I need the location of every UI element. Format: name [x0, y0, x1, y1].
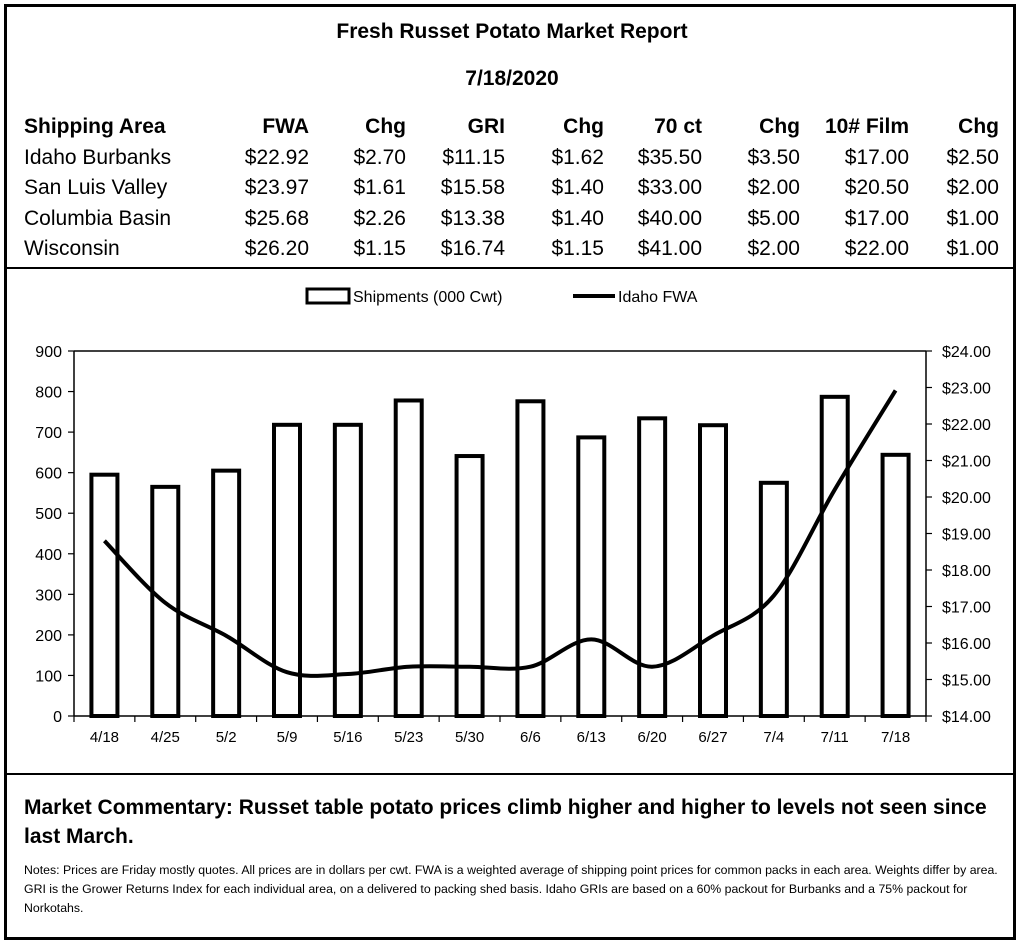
- shipment-bar: [213, 471, 239, 716]
- table-cell: San Luis Valley: [24, 176, 168, 199]
- shipment-bar: [700, 425, 726, 716]
- table-cell: $2.26: [353, 206, 406, 230]
- report-title: Fresh Russet Potato Market Report: [336, 20, 688, 43]
- table-cell: $2.00: [946, 176, 999, 199]
- table-cell: $33.00: [637, 176, 702, 199]
- x-tick-label: 7/4: [763, 729, 785, 746]
- table-cell: $3.50: [747, 145, 800, 169]
- table-cell: $1.15: [551, 237, 604, 260]
- right-tick-label: $23.00: [942, 380, 991, 398]
- x-tick-label: 5/2: [215, 729, 237, 746]
- shipment-bar: [578, 437, 604, 716]
- left-tick-label: 600: [35, 465, 62, 483]
- right-tick-label: $17.00: [942, 599, 991, 617]
- table-cell: $2.70: [353, 145, 406, 169]
- shipments-fwa-chart: [7, 269, 1010, 773]
- right-tick-label: $21.00: [942, 453, 991, 471]
- x-tick-label: 4/25: [150, 729, 180, 746]
- right-tick-label: $24.00: [942, 344, 991, 361]
- table-cell: $17.00: [844, 145, 909, 169]
- x-tick-label: 5/30: [454, 729, 485, 746]
- left-tick-label: 800: [35, 384, 62, 402]
- table-cell: $40.00: [637, 206, 702, 230]
- notes: Notes: Prices are Friday mostly quotes. All prices are in dollars per cwt. FWA is a weighted average of shipping point prices for common packs in each area. Weights differ by area. GRI is the Grower Returns Index for each individual area, on a delivered to packing shed basis. Idaho GRIs are based on a 60% packout for Burbanks and a 75% packout for Norkotahs.: [24, 863, 998, 915]
- table-cell: $20.50: [844, 176, 909, 199]
- table-cell: $17.00: [844, 206, 909, 230]
- x-tick-label: 6/27: [698, 729, 728, 746]
- table-cell: $26.20: [244, 237, 309, 260]
- right-tick-label: $14.00: [942, 709, 991, 726]
- table-row: [24, 176, 1004, 207]
- chart-container: [7, 267, 1014, 775]
- x-tick-label: 7/18: [880, 729, 911, 746]
- shipment-bar: [822, 397, 848, 716]
- right-tick-label: $15.00: [942, 672, 991, 690]
- price-table: [24, 115, 1004, 268]
- table-cell: $2.50: [946, 145, 999, 169]
- x-tick-label: 6/6: [519, 729, 541, 746]
- table-cell: $16.74: [440, 237, 505, 260]
- legend-label-fwa: Idaho FWA: [618, 289, 698, 306]
- left-tick-label: 900: [35, 344, 62, 361]
- table-cell: $5.00: [747, 206, 800, 230]
- left-tick-label: 300: [35, 587, 62, 605]
- table-cell: $2.00: [747, 176, 800, 199]
- right-tick-label: $19.00: [942, 526, 991, 544]
- left-tick-label: 500: [35, 506, 62, 524]
- table-cell: $1.00: [946, 237, 999, 260]
- left-tick-label: 100: [35, 668, 62, 686]
- x-tick-label: 7/11: [820, 729, 849, 746]
- table-cell: $22.92: [244, 145, 309, 169]
- table-cell: $13.38: [440, 206, 505, 230]
- table-row: [24, 207, 1004, 238]
- report-date: 7/18/2020: [465, 67, 559, 90]
- table-cell: $1.40: [551, 176, 604, 199]
- left-tick-label: 400: [35, 546, 62, 564]
- table-cell: Idaho Burbanks: [24, 145, 172, 169]
- table-row: [24, 237, 1004, 268]
- table-cell: $25.68: [244, 206, 309, 230]
- table-cell: $15.58: [440, 176, 505, 199]
- table-cell: $35.50: [637, 145, 702, 169]
- table-header-cell: FWA: [262, 115, 309, 138]
- right-tick-label: $20.00: [942, 490, 991, 507]
- x-tick-label: 6/20: [637, 729, 667, 746]
- table-header-cell: Chg: [563, 115, 604, 138]
- x-tick-label: 5/16: [333, 729, 363, 746]
- table-header-cell: 70 ct: [654, 115, 702, 138]
- table-cell: $23.97: [244, 176, 309, 199]
- table-cell: $1.00: [946, 206, 999, 230]
- table-header-cell: GRI: [467, 115, 505, 138]
- left-tick-label: 200: [35, 627, 62, 645]
- x-tick-label: 5/23: [394, 729, 424, 746]
- shipment-bar: [883, 455, 909, 716]
- table-header-cell: Chg: [958, 115, 999, 138]
- right-tick-label: $22.00: [942, 417, 991, 434]
- x-tick-label: 4/18: [89, 729, 120, 746]
- table-cell: Columbia Basin: [24, 206, 172, 230]
- right-tick-label: $18.00: [942, 563, 991, 580]
- shipment-bar: [91, 475, 117, 716]
- shipment-bar: [639, 418, 665, 716]
- table-cell: $2.00: [747, 237, 800, 260]
- table-header-cell: Chg: [365, 115, 406, 138]
- table-header-cell: Shipping Area: [24, 115, 166, 138]
- table-cell: $1.61: [353, 176, 406, 199]
- market-commentary: Market Commentary: Russet table potato prices climb higher and higher to levels not seen since last March.: [24, 796, 987, 848]
- table-cell: $11.15: [442, 145, 505, 169]
- shipment-bar: [761, 483, 787, 716]
- left-tick-label: 700: [35, 425, 62, 443]
- table-cell: $1.40: [551, 206, 604, 230]
- right-tick-label: $16.00: [942, 636, 991, 653]
- table-cell: $1.15: [353, 237, 406, 260]
- table-row: [24, 146, 1004, 177]
- table-header-row: [24, 115, 1004, 146]
- x-tick-label: 5/9: [276, 729, 298, 746]
- legend-bar-swatch: [307, 289, 349, 303]
- legend-label-shipments: Shipments (000 Cwt): [353, 289, 503, 306]
- table-cell: $41.00: [637, 237, 702, 260]
- left-tick-label: 0: [53, 709, 62, 726]
- table-header-cell: Chg: [759, 115, 800, 138]
- table-header-cell: 10# Film: [824, 115, 909, 138]
- x-tick-label: 6/13: [576, 729, 606, 746]
- shipment-bar: [457, 456, 483, 716]
- table-cell: Wisconsin: [24, 237, 120, 260]
- table-cell: $22.00: [844, 237, 909, 260]
- table-cell: $1.62: [551, 145, 604, 169]
